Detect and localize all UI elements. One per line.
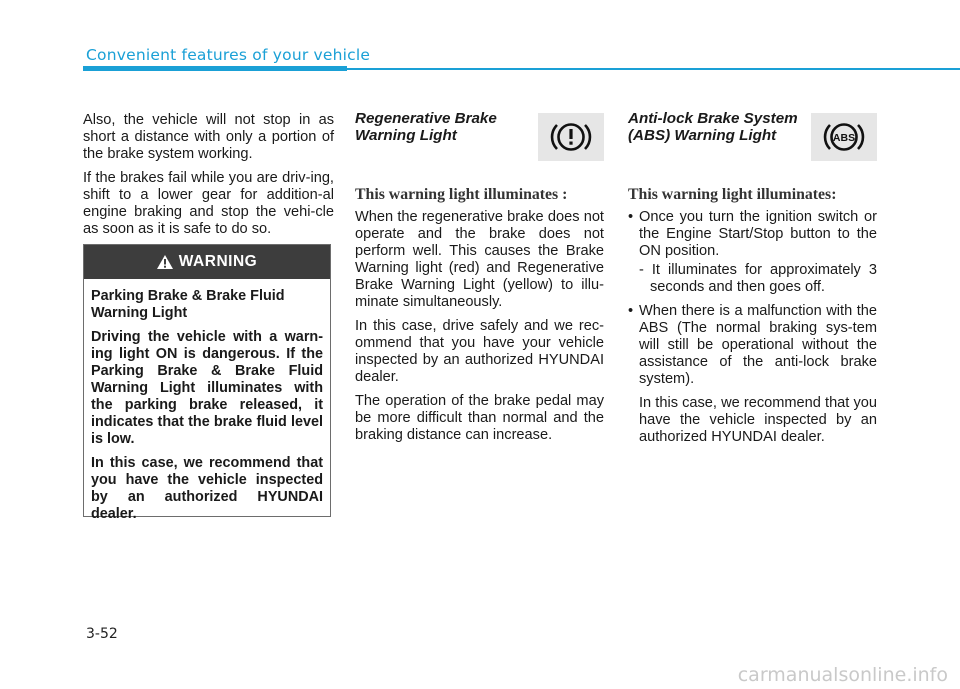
paragraph: When the regenerative brake does not operate and the brake does not perform well. This causes the Brake Warning light (red) and Regenerative Brake Warning Light (yellow) to illu-minate simultaneously. (355, 209, 604, 310)
column-right (628, 110, 877, 453)
warning-body (84, 279, 330, 523)
warning-paragraph: In this case, we recommend that you have the vehicle inspected by an authorized HYUNDAI dealer. (91, 455, 323, 522)
bullet-text: When there is a malfunction with the ABS (The normal braking sys-tem will still be operational without the assistance of the anti-lock brake system). (639, 303, 877, 387)
list-item (628, 303, 877, 446)
bullet-list (628, 209, 877, 446)
watermark: carmanualsonline.info (737, 664, 948, 686)
subheading: This warning light illuminates: (628, 186, 837, 203)
column-middle (355, 110, 604, 451)
column-left (83, 112, 334, 245)
section-heading: Regenerative Brake Warning Light (355, 110, 497, 144)
warning-title: Parking Brake & Brake Fluid Warning Light (91, 288, 285, 321)
warning-label: WARNING (178, 253, 258, 270)
warning-paragraph: Driving the vehicle with a warn-ing light ON is dangerous. If the Parking Brake & Brake Fluid Warning Light illuminates with the parking brake released, it indicates that the brake fluid level is low. (91, 329, 323, 447)
paragraph: The operation of the brake pedal may be more difficult than normal and the braking distance can increase. (355, 393, 604, 443)
subheading: This warning light illuminates : (355, 186, 568, 203)
warning-header (84, 245, 330, 279)
paragraph: Also, the vehicle will not stop in as short a distance with only a portion of the brake system working. (83, 112, 334, 162)
abs-icon-text: ABS (832, 132, 856, 144)
paragraph: If the brakes fail while you are driv-ing, shift to a lower gear for addition-al engine braking and stop the vehi-cle as soon as it is safe to do so. (83, 170, 334, 237)
bullet-text: Once you turn the ignition switch or the Engine Start/Stop button to the ON position. (639, 209, 877, 259)
section-title: Convenient features of your vehicle (86, 46, 371, 64)
sub-paragraph: In this case, we recommend that you have the vehicle inspected by an authorized HYUNDAI dealer. (639, 395, 877, 445)
paragraph: In this case, drive safely and we rec-ommend that you have your vehicle inspected by an authorized HYUNDAI dealer. (355, 318, 604, 385)
header-rule (347, 68, 960, 70)
warning-triangle-icon (157, 255, 173, 269)
header-accent-bar (83, 66, 347, 71)
section-heading: Anti-lock Brake System (ABS) Warning Light (628, 110, 798, 144)
list-item (628, 209, 877, 296)
warning-box (83, 244, 331, 522)
page-number: 3-52 (86, 626, 118, 642)
sub-item: - It illuminates for approximately 3 seconds and then goes off. (639, 262, 877, 295)
